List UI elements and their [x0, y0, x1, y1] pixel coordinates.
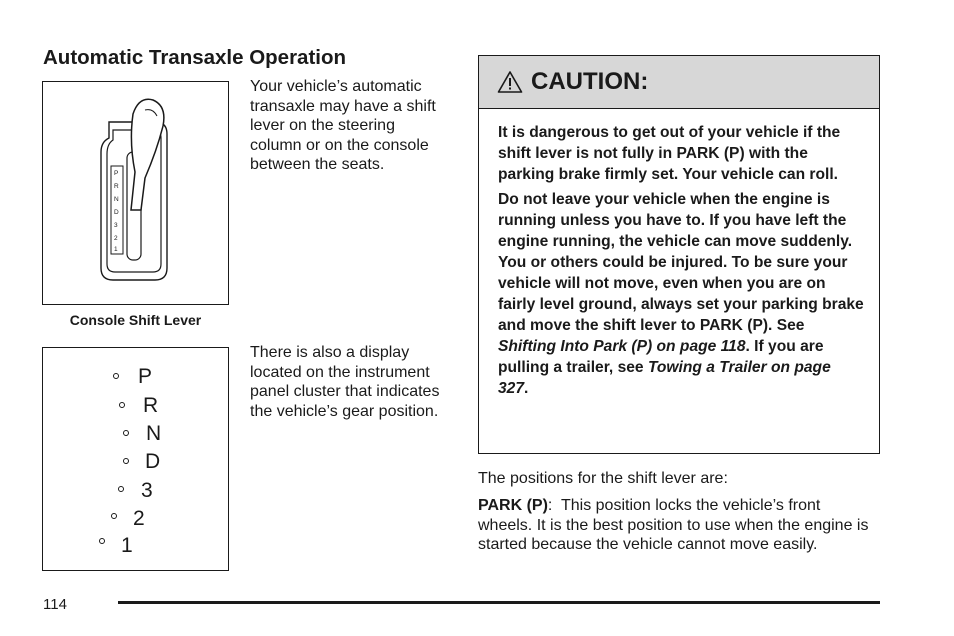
- gate-letter: 2: [114, 235, 118, 242]
- gate-letter: P: [114, 170, 119, 177]
- indicator-dot: [123, 430, 129, 436]
- gear-label: 3: [141, 479, 153, 502]
- park-term: PARK (P): [478, 497, 548, 514]
- indicator-dot: [118, 486, 124, 492]
- gate-letter: D: [114, 209, 119, 216]
- page-number: 114: [43, 596, 67, 613]
- footer-rule: [118, 601, 880, 604]
- cross-reference-link[interactable]: Shifting Into Park (P) on page 118: [498, 338, 746, 355]
- caution-box: [478, 55, 880, 454]
- gear-label: N: [146, 422, 162, 445]
- gate-letter: R: [114, 183, 119, 190]
- gear-label: 2: [133, 507, 145, 530]
- figure-caption: Console Shift Lever: [69, 312, 202, 328]
- park-description: This position locks the vehicle’s front wheels. It is the best position to use when the engine is started because the vehicle cannot move easily.: [478, 497, 873, 554]
- caution-text: .: [524, 380, 529, 397]
- caution-header: [479, 56, 879, 109]
- indicator-dot: [99, 538, 105, 544]
- gate-letter: 3: [114, 222, 118, 229]
- caution-paragraph-2: [498, 189, 865, 399]
- indicator-dot: [113, 373, 119, 379]
- warning-triangle-icon: [497, 70, 523, 94]
- caution-paragraph-1: It is dangerous to get out of your vehicle if the shift lever is not fully in PARK (P) with the parking brake firmly set. Your vehicle can roll.: [498, 124, 841, 183]
- cross-reference-link[interactable]: Towing a Trailer on page 327: [498, 359, 831, 397]
- indicator-dot: [123, 458, 129, 464]
- side-paragraph-2: There is also a display located on the instrument panel cluster that indicates the vehicle’s gear position.: [250, 344, 440, 420]
- gear-label: P: [138, 365, 153, 388]
- indicator-dot: [119, 402, 125, 408]
- caution-text: Do not leave your vehicle when the engine is running unless you have to. If you have left the engine running, the vehicle can move suddenly. You or others could be injured. To be sure your vehicle will not move, even when you are on fairly level ground, always set your parking brake and move the shift lever to PARK (P). See: [498, 191, 864, 334]
- caution-text: . If you are pulling a trailer, see: [498, 338, 824, 376]
- console-shift-lever-figure: [42, 81, 229, 305]
- gear-label: R: [143, 394, 159, 417]
- caution-body: [479, 109, 879, 399]
- gate-letter: N: [114, 196, 119, 203]
- page-title: Automatic Transaxle Operation: [43, 46, 347, 69]
- park-colon: :: [547, 497, 553, 514]
- caution-label: CAUTION:: [531, 68, 649, 95]
- gate-letters: [114, 170, 119, 253]
- park-paragraph: [478, 496, 878, 555]
- gear-indicator-figure: [42, 347, 229, 571]
- indicator-dot: [111, 513, 117, 519]
- gear-label: D: [145, 450, 161, 473]
- side-paragraph-1: Your vehicle’s automatic transaxle may have a shift lever on the steering column or on the console between the seats.: [250, 78, 436, 174]
- gear-label: 1: [121, 534, 133, 557]
- gate-letter: 1: [114, 246, 118, 253]
- positions-intro: The positions for the shift lever are:: [478, 470, 728, 487]
